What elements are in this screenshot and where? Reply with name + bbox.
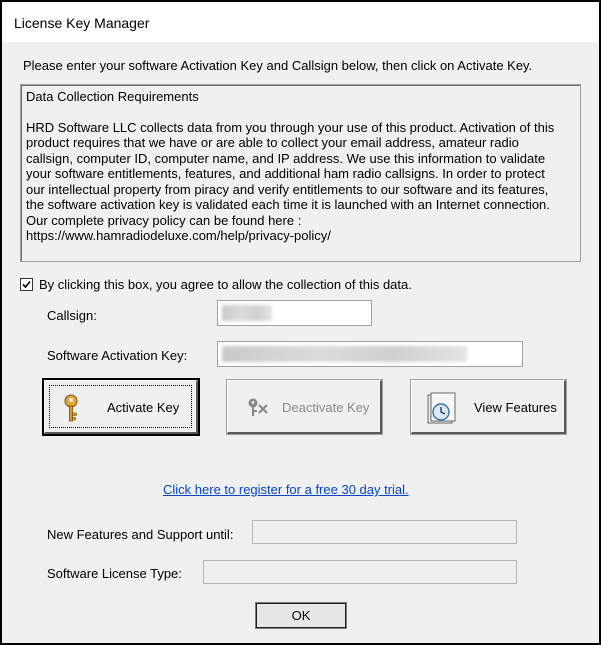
activation-key-input[interactable] <box>217 341 523 367</box>
activation-key-label: Software Activation Key: <box>47 348 188 363</box>
deactivate-key-button[interactable] <box>227 380 382 434</box>
callsign-input[interactable] <box>217 300 372 326</box>
support-until-label: New Features and Support until: <box>47 527 234 542</box>
notice-heading: Data Collection Requirements <box>26 89 199 104</box>
support-until-field <box>252 520 517 544</box>
view-features-button[interactable] <box>411 380 566 434</box>
redacted-callsign <box>222 305 272 321</box>
checkmark-icon <box>21 279 32 290</box>
license-type-label: Software License Type: <box>47 566 182 581</box>
free-trial-link[interactable]: Click here to register for a free 30 day trial. <box>163 482 409 497</box>
title-bar <box>2 2 599 42</box>
deactivate-key-label: Deactivate Key <box>282 400 370 415</box>
features-clock-icon <box>424 392 458 426</box>
ok-button[interactable]: OK <box>255 602 347 629</box>
redacted-activation-key <box>222 346 467 362</box>
license-type-field <box>203 560 517 584</box>
activate-key-label: Activate Key <box>107 400 180 415</box>
key-icon <box>59 393 89 423</box>
notice-body: HRD Software LLC collects data from you through your use of this product. Activation of this product requires that we have or are able to collect your email address, amateur radio callsign, computer ID, computer name, and IP address. We use this information to validate your software entitlements, features, and additional ham radio callsigns. In order to protect our intellectual property from piracy and verify entitlements to our software and its features, the software activation key is validated each time it is launched with an Internet connection. Our complete privacy policy can be found here : https://www.hamradiodeluxe.com/help/privacy-policy/ <box>26 119 555 243</box>
key-remove-icon <box>246 396 270 420</box>
view-features-label: View Features <box>474 400 557 415</box>
activate-key-button[interactable] <box>44 380 198 434</box>
data-collection-notice[interactable] <box>20 84 581 262</box>
consent-label: By clicking this box, you agree to allow the collection of this data. <box>39 277 412 292</box>
callsign-label: Callsign: <box>47 308 97 323</box>
consent-checkbox[interactable] <box>20 278 33 291</box>
consent-row[interactable] <box>20 277 412 292</box>
instruction-text: Please enter your software Activation Key and Callsign below, then click on Activate Key. <box>23 58 533 73</box>
window-title: License Key Manager <box>14 15 150 31</box>
